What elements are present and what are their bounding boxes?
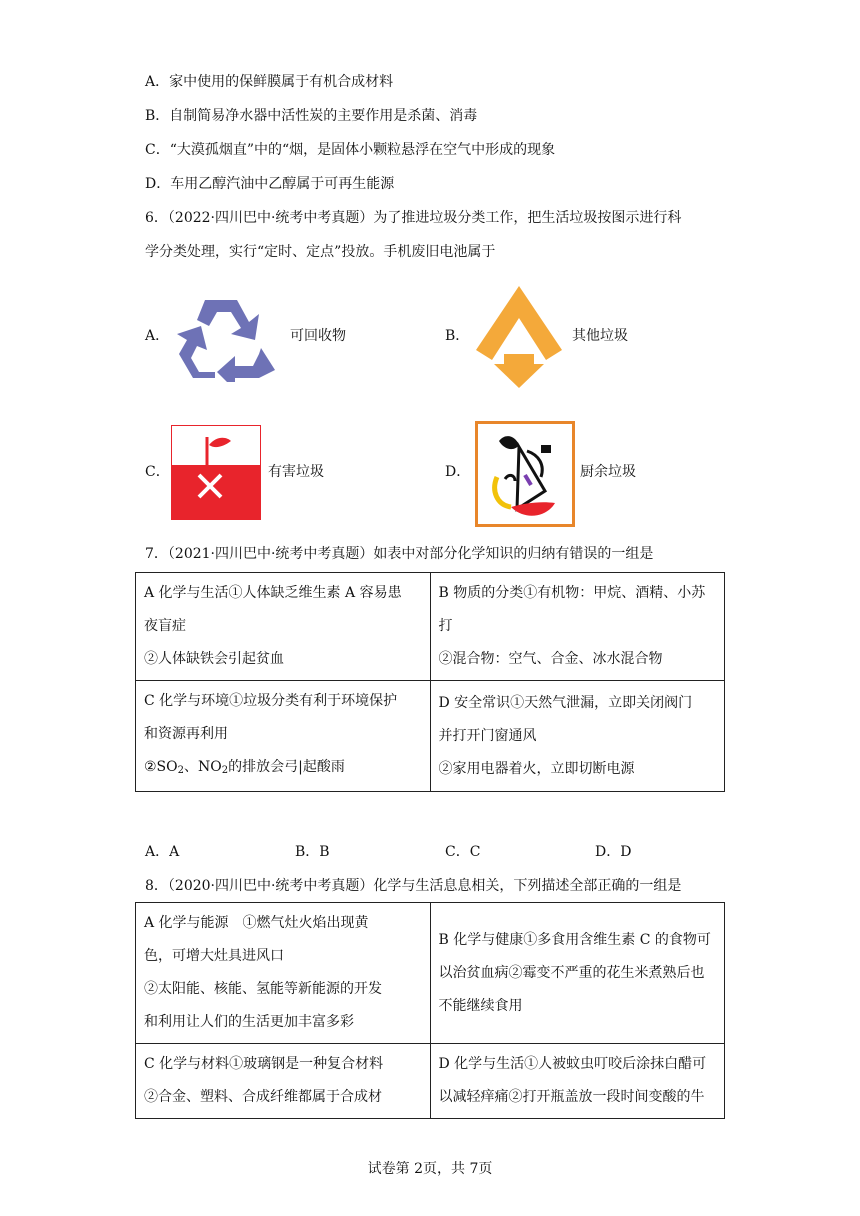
q8-stem: 8．（2020·四川巴中·统考中考真题）化学与生活息息相关，下列描述全部正确的一组是	[145, 878, 682, 894]
hazardous-waste-icon	[171, 425, 261, 520]
q7-table	[135, 572, 725, 792]
q6-option-a-caption: 可回收物	[290, 328, 346, 344]
q8-cell-d: D 化学与生活①人被蚊虫叮咬后涂抹白醋可 以减轻痒痛②打开瓶盖放一段时间变酸的牛	[430, 1044, 725, 1119]
q5-option-d: D．车用乙醇汽油中乙醇属于可再生能源	[145, 176, 395, 192]
q8-cell-b: B 化学与健康①多食用含维生素 C 的食物可 以治贫血病②霉变不严重的花生米煮熟后也 不能继续食用	[430, 903, 725, 1044]
q8-table	[135, 902, 725, 1119]
page-footer: 试卷第 2页，共 7页	[367, 1161, 493, 1177]
q7-choice-a: A．A	[145, 844, 180, 860]
table-row	[136, 681, 725, 792]
other-waste-icon	[474, 284, 564, 388]
table-row	[136, 1044, 725, 1119]
q5-option-c: C．“大漠孤烟直”中的“烟，是固体小颗粒悬浮在空气中形成的现象	[145, 142, 556, 158]
q7-choices	[145, 842, 745, 862]
q7-choice-d: D．D	[595, 844, 632, 860]
recycle-icon	[175, 292, 279, 382]
q7-cell-b: B 物质的分类①有机物：甲烷、酒精、小苏 打 ②混合物：空气、合金、冰水混合物	[430, 573, 725, 681]
q6-stem-line2: 学分类处理，实行“定时、定点”投放。手机废旧电池属于	[145, 244, 496, 260]
q6-option-b-label: B．	[445, 328, 470, 344]
q7-cell-a: A 化学与生活①人体缺乏维生素 A 容易患 夜盲症 ②人体缺铁会引起贫血	[136, 573, 431, 681]
q7-cell-c: C 化学与环境①垃圾分类有利于环境保护 和资源再利用 $②SO_2$、$NO_2$的排放会弓|起酸雨	[136, 681, 431, 792]
q6-option-c-label: C．	[145, 464, 170, 480]
table-row	[136, 903, 725, 1044]
q6-option-b-caption: 其他垃圾	[572, 328, 628, 344]
q8-cell-a: A 化学与能源 ①燃气灶火焰出现黄 色，可增大灶具进风口 ②太阳能、核能、氢能等新能源的开发 和利用让人们的生活更加丰富多彩	[136, 903, 431, 1044]
q6-option-d-caption: 厨余垃圾	[580, 464, 636, 480]
q7-choice-b: B．B	[295, 844, 330, 860]
q6-option-c-caption: 有害垃圾	[268, 464, 324, 480]
q7-cell-d: D 安全常识①天然气泄漏，立即关闭阀门 并打开门窗通风 ②家用电器着火，立即切断电源	[430, 681, 725, 792]
q7-stem: 7．（2021·四川巴中·统考中考真题）如表中对部分化学知识的归纳有错误的一组是	[145, 546, 654, 562]
q6-stem-line1: 6．（2022·四川巴中·统考中考真题）为了推进垃圾分类工作，把生活垃圾按图示进行科	[145, 210, 682, 226]
q8-cell-c: C 化学与材料①玻璃钢是一种复合材料 ②合金、塑料、合成纤维都属于合成材	[136, 1044, 431, 1119]
q6-option-d-label: D．	[445, 464, 471, 480]
table-row	[136, 573, 725, 681]
kitchen-waste-icon	[475, 421, 575, 527]
q5-option-b: B．自制简易净水器中活性炭的主要作用是杀菌、消毒	[145, 108, 478, 124]
q6-option-a-label: A．	[145, 328, 170, 344]
q7-choice-c: C．C	[445, 844, 481, 860]
q5-option-a: A．家中使用的保鲜膜属于有机合成材料	[145, 74, 394, 90]
